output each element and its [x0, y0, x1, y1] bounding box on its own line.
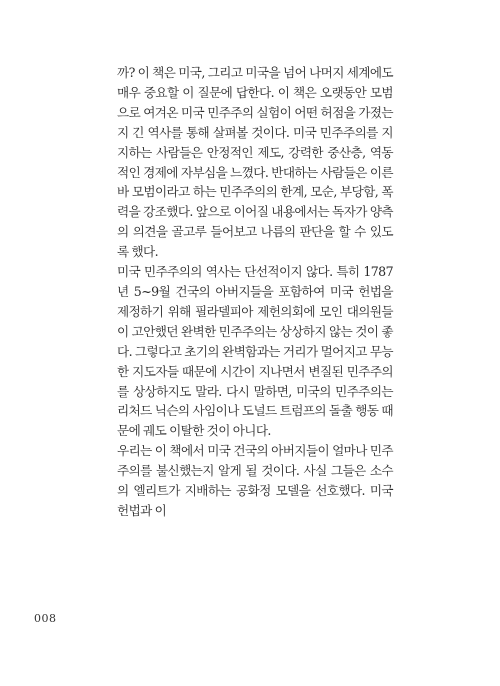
paragraph-3: 우리는 이 책에서 미국 건국의 아버지들이 얼마나 민주주의를 불신했는지 알게 될 것이다. 사실 그들은 소수의 엘리트가 지배하는 공화정 모델을 선호했다. 미국 헌법과 이	[117, 443, 393, 518]
body-text	[117, 63, 393, 521]
page-number: 008	[34, 612, 57, 625]
paragraph-1: 까? 이 책은 미국, 그리고 미국을 넘어 나머지 세계에도 매우 중요할 이 질문에 답한다. 이 책은 오랫동안 모범으로 여겨온 미국 민주주의 실험이 어떤 허점을 가졌는지 긴 역사를 통해 살펴볼 것이다. 미국 민주주의를 지지하는 사람들은 안정적인 제도, 강력한 중산층, 역동적인 경제에 자부심을 느꼈다. 반대하는 사람들은 이른바 모범이라고 하는 민주주의의 한계, 모순, 부당함, 폭력을 강조했다. 앞으로 이어질 내용에서는 독자가 양측의 의견을 골고루 들어보고 나름의 판단을 할 수 있도록 했다.	[117, 65, 393, 260]
paragraph-2: 미국 민주주의의 역사는 단선적이지 않다. 특히 1787년 5~9월 건국의 아버지들을 포함하여 미국 헌법을 제정하기 위해 필라델피아 제헌의회에 모인 대의원들이 고안했던 완벽한 민주주의는 상상하지 않는 것이 좋다. 그렇다고 초기의 완벽함과는 거리가 멀어지고 무능한 지도자들 때문에 시간이 지나면서 변질된 민주주의를 상상하지도 말라. 다시 말하면, 미국의 민주주의는 리처드 닉슨의 사임이나 도널드 트럼프의 돌출 행동 때문에 궤도 이탈한 것이 아니다.	[117, 264, 393, 439]
